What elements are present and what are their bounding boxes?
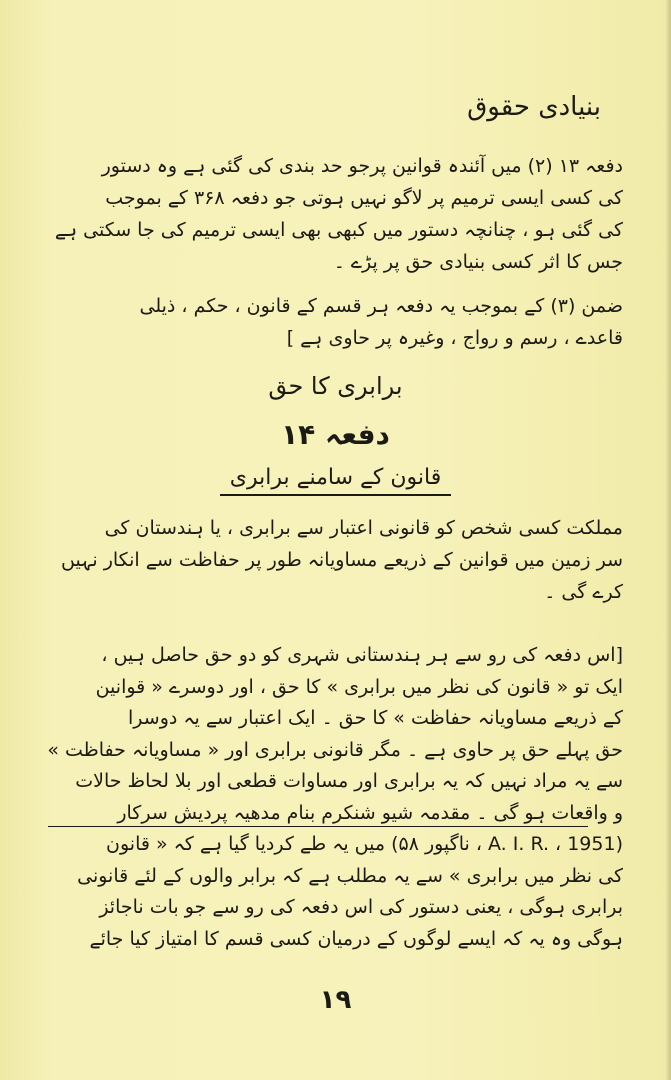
paragraph-line: سے یہ مراد نہیں کہ یہ برابری اور مساوات قطعی اور بلا لحاظ حالات (75, 770, 623, 792)
paragraph-2 (43, 290, 623, 354)
page-number: ۱۹ (319, 985, 352, 1015)
section-subheading (0, 465, 671, 490)
running-head: بنیادی حقوق (467, 92, 601, 122)
paragraph-line: ضمن (۳) کے بموجب یہ دفعہ ہر قسم کے قانون ، حکم ، ذیلی (139, 295, 623, 317)
paragraph-line: ایک تو « قانون کی نظر میں برابری » کا حق ، اور دوسرے « قوانین (95, 675, 623, 698)
paragraph-1 (43, 150, 623, 278)
paragraph-line: کرے گی ۔ (544, 581, 623, 603)
section-title: برابری کا حق (268, 372, 403, 400)
paragraph-line: و واقعات ہو گی ۔ مقدمہ شیو شنکرم بنام مدھیہ پردیش سرکار (117, 801, 623, 824)
paragraph-3 (43, 512, 623, 608)
paragraph-line: کی گئی ہو ، چنانچہ دستور میں کبھی بھی ایسی ترمیم کی جا سکتی ہے (54, 219, 623, 241)
paragraph-line: [اس دفعہ کی رو سے ہر ہندستانی شہری کو دو حق حاصل ہیں ، (101, 644, 623, 666)
paragraph-line: جس کا اثر کسی بنیادی حق پر پڑے ۔ (333, 251, 623, 273)
paragraph-line: ہوگی وہ یہ کہ ایسے لوگوں کے درمیان کسی قسم کا امتیاز کیا جائے (89, 927, 623, 950)
paragraph-line: دفعہ ۱۳ (۲) میں آئندہ قوانین پرجو حد بندی کی گئی ہے وہ دستور (101, 155, 623, 177)
page-edge-shadow (665, 0, 671, 1080)
paragraph-line: سر زمین میں قوانین کے ذریعے مساویانہ طور پر حفاظت سے انکار نہیں (61, 549, 623, 571)
paragraph-4 (43, 640, 623, 955)
section-number: دفعہ ۱۴ (281, 418, 390, 451)
paragraph-line: (A. I. R. ، 1951 ، ناگپور ۵۸) میں یہ طے کردیا گیا ہے کہ « قانون (106, 833, 623, 855)
paragraph-line: مملکت کسی شخص کو قانونی اعتبار سے برابری ، یا ہندستان کی (104, 517, 623, 539)
paragraph-line: حق پہلے حق پر حاوی ہے ۔ مگر قانونی برابری اور « مساویانہ حفاظت » (47, 738, 623, 761)
paragraph-line: کی کسی ایسی ترمیم پر لاگو نہیں ہوتی جو دفعہ ۳۶۸ کے بموجب (105, 187, 623, 209)
paragraph-line: برابری ہوگی ، یعنی دستور کی اس دفعہ کی رو سے جو بات ناجائز (99, 896, 623, 918)
case-name-underline (48, 826, 588, 827)
subheading-text: قانون کے سامنے برابری (220, 465, 452, 496)
paragraph-line: کے ذریعے مساویانہ حفاظت » کا حق ۔ ایک اعتبار سے یہ دوسرا (128, 707, 623, 729)
paragraph-line: قاعدے ، رسم و رواج ، وغیرہ پر حاوی ہے ] (286, 327, 623, 349)
paragraph-line: کی نظر میں برابری » سے یہ مطلب ہے کہ برابر والوں کے لئے قانونی (77, 864, 623, 887)
